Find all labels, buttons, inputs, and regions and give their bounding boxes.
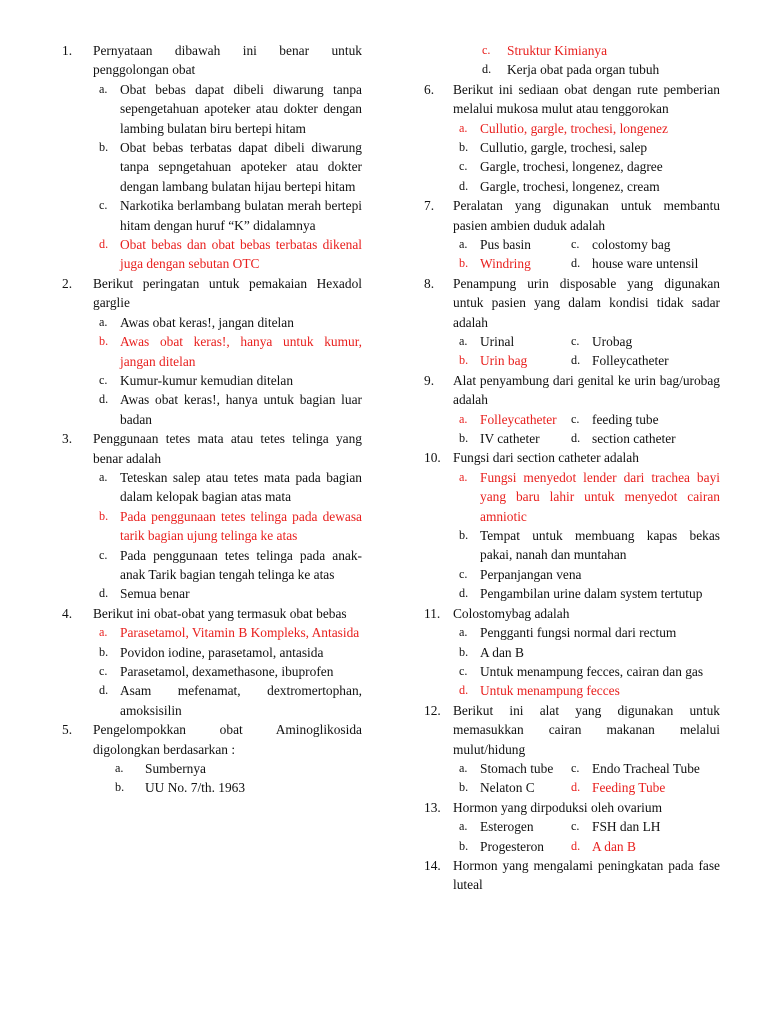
answer-option — [459, 759, 553, 778]
option-letter: d. — [99, 392, 109, 407]
option-letter: b. — [459, 644, 469, 659]
question-5-continued — [424, 41, 720, 80]
option-text: Semua benar — [120, 586, 190, 602]
answer-option — [482, 60, 720, 79]
question-item — [62, 274, 362, 429]
answer-option — [459, 351, 527, 370]
option-text: Gargle, trochesi, longenez, cream — [480, 178, 660, 194]
option-letter: b. — [459, 431, 469, 446]
answer-option — [93, 235, 362, 274]
option-list — [93, 759, 362, 798]
option-letter: b. — [99, 334, 109, 349]
option-letter: d. — [459, 178, 469, 193]
question-number: 5. — [62, 722, 73, 738]
answer-option — [571, 837, 636, 856]
option-text: Feeding Tube — [592, 780, 666, 796]
question-number: 2. — [62, 275, 73, 291]
question-item — [424, 604, 720, 701]
option-text: Obat bebas dapat dibeli diwarung tanpa sepengetahuan apoteker atau dokter dengan lambing bulatan biru bertepi hitam — [120, 81, 362, 136]
option-text: Progesteron — [480, 838, 544, 854]
option-text: Kumur-kumur kemudian ditelan — [120, 372, 294, 388]
question-text: Berikut ini sediaan obat dengan rute pemberian melalui mukosa mulut atau tenggorokan — [453, 81, 720, 117]
option-letter: b. — [115, 780, 125, 795]
question-item — [424, 701, 720, 798]
option-letter: a. — [459, 334, 468, 349]
answer-option — [571, 254, 698, 273]
answer-option — [571, 778, 665, 797]
option-text: feeding tube — [592, 411, 659, 427]
left-column — [62, 41, 362, 798]
question-number: 8. — [424, 275, 435, 291]
answer-option — [453, 623, 720, 642]
answer-option — [93, 507, 362, 546]
option-text: Untuk menampung fecces, cairan dan gas — [480, 663, 704, 679]
option-text: house ware untensil — [592, 256, 699, 272]
answer-option — [93, 390, 362, 429]
question-item — [424, 196, 720, 274]
option-text: Perpanjangan vena — [480, 566, 582, 582]
option-text: Narkotika berlambang bulatan merah bertepi hitam dengan huruf “K” didalamnya — [120, 198, 362, 233]
question-number: 7. — [424, 198, 435, 214]
option-letter: a. — [99, 314, 108, 329]
option-letter: a. — [459, 237, 468, 252]
answer-option — [459, 410, 557, 429]
answer-option — [93, 681, 362, 720]
option-row — [453, 778, 720, 797]
option-text: Urin bag — [480, 353, 528, 369]
question-item — [424, 856, 720, 895]
answer-option — [93, 662, 362, 681]
option-letter: d. — [571, 780, 581, 795]
answer-option — [93, 643, 362, 662]
question-item — [62, 720, 362, 798]
option-row — [453, 410, 720, 429]
option-letter: b. — [99, 644, 109, 659]
option-text: Pada penggunaan tetes telinga pada anak-anak Tarik bagian tengah telinga ke atas — [120, 547, 362, 582]
option-text: Folleycatheter — [592, 353, 669, 369]
question-text: Pernyataan dibawah ini benar untuk penggolongan obat — [93, 43, 362, 78]
option-text: Obat bebas dan obat bebas terbatas dikenal juga dengan sebutan OTC — [120, 237, 362, 272]
option-text: Gargle, trochesi, longenez, dagree — [480, 159, 663, 175]
question-text: Penampung urin disposable yang digunakan untuk pasien yang dalam kondisi tidak sadar adalah — [453, 275, 720, 330]
option-text: Endo Tracheal Tube — [592, 760, 700, 776]
answer-option — [453, 468, 720, 526]
answer-option — [93, 196, 362, 235]
option-text: Cullutio, gargle, trochesi, salep — [480, 140, 648, 156]
option-text: Windring — [480, 256, 531, 272]
option-text: UU No. 7/th. 1963 — [145, 780, 246, 796]
option-text: Pus basin — [480, 237, 531, 253]
question-text: Berikut peringatan untuk pemakaian Hexadol garglie — [93, 275, 362, 311]
option-letter: d. — [459, 586, 469, 601]
question-number: 1. — [62, 43, 73, 58]
answer-option — [453, 643, 720, 662]
question-text: Alat penyambung dari genital ke urin bag/urobag adalah — [453, 372, 720, 408]
answer-option — [453, 138, 720, 157]
question-item — [424, 371, 720, 449]
option-letter: a. — [459, 469, 468, 484]
question-number: 10. — [424, 450, 441, 466]
answer-option — [482, 41, 720, 60]
option-text: Stomach tube — [480, 760, 554, 776]
option-letter: b. — [459, 353, 469, 368]
option-letter: b. — [99, 140, 109, 155]
answer-option — [571, 332, 632, 351]
option-letter: a. — [459, 819, 468, 834]
question-item — [424, 448, 720, 603]
answer-option — [571, 410, 659, 429]
option-text: Awas obat keras!, hanya untuk kumur, jangan ditelan — [120, 334, 362, 369]
option-letter: c. — [99, 664, 108, 678]
answer-option — [453, 157, 720, 176]
question-number: 14. — [424, 857, 441, 873]
answer-option — [93, 371, 362, 390]
question-number: 4. — [62, 605, 73, 621]
option-text: Povidon iodine, parasetamol, antasida — [120, 644, 324, 660]
option-text: Esterogen — [480, 819, 534, 835]
question-text: Penggunaan tetes mata atau tetes telinga yang benar adalah — [93, 431, 362, 466]
option-text: Folleycatheter — [480, 411, 557, 427]
question-number: 11. — [424, 605, 441, 621]
option-letter: c. — [482, 43, 491, 57]
option-text: Pada penggunaan tetes telinga pada dewasa tarik bagian ujung telinga ke atas — [120, 508, 362, 544]
option-text: Teteskan salep atau tetes mata pada bagian dalam kelopak bagian atas mata — [120, 469, 362, 505]
option-letter: a. — [459, 120, 468, 135]
answer-option — [459, 254, 531, 273]
option-text: A dan B — [592, 838, 636, 854]
option-text: Untuk menampung fecces — [480, 683, 620, 699]
question-text: Berikut ini alat yang digunakan untuk memasukkan cairan makanan melalui mulut/hidung — [453, 702, 720, 757]
option-letter: d. — [571, 353, 581, 368]
answer-option — [571, 429, 676, 448]
question-number: 6. — [424, 81, 435, 97]
question-number: 3. — [62, 431, 73, 447]
question-text: Hormon yang dirpoduksi oleh ovarium — [453, 799, 663, 815]
option-text: colostomy bag — [592, 237, 671, 253]
answer-option — [453, 565, 720, 584]
option-text: Pengganti fungsi normal dari rectum — [480, 625, 677, 641]
option-text: Nelaton C — [480, 780, 535, 796]
option-text: Tempat untuk membuang kapas bekas pakai, nanah dan muntahan — [480, 528, 720, 563]
option-letter: d. — [99, 237, 109, 252]
option-text: Awas obat keras!, hanya untuk bagian luar badan — [120, 392, 362, 427]
answer-option — [93, 313, 362, 332]
option-letter: d. — [99, 586, 109, 601]
option-letter: c. — [99, 198, 108, 213]
answer-option — [93, 759, 362, 778]
option-text: Urinal — [480, 334, 515, 350]
option-text: Parasetamol, Vitamin B Kompleks, Antasida — [120, 625, 360, 641]
option-letter: a. — [99, 625, 108, 640]
option-letter: c. — [571, 819, 580, 834]
option-text: Urobag — [592, 334, 633, 350]
option-letter: b. — [459, 780, 469, 795]
answer-option — [571, 817, 660, 836]
answer-option — [453, 119, 720, 138]
question-item — [424, 798, 720, 856]
option-text: FSH dan LH — [592, 819, 661, 835]
question-text: Colostomybag adalah — [453, 605, 570, 621]
answer-option — [453, 177, 720, 196]
option-letter: c. — [99, 372, 108, 387]
question-text: Hormon yang mengalami peningkatan pada fase luteal — [453, 857, 720, 893]
option-letter: b. — [459, 838, 469, 853]
answer-option — [453, 662, 720, 681]
answer-option — [571, 235, 670, 254]
option-row — [453, 235, 720, 254]
right-column — [424, 41, 720, 895]
question-text: Fungsi dari section catheter adalah — [453, 450, 639, 466]
question-text: Peralatan yang digunakan untuk membantu pasien ambien duduk adalah — [453, 198, 720, 233]
answer-option — [93, 546, 362, 585]
option-letter: b. — [99, 508, 109, 523]
option-letter: c. — [99, 547, 108, 562]
option-letter: d. — [482, 62, 492, 77]
question-number: 9. — [424, 372, 435, 388]
option-letter: d. — [459, 683, 469, 698]
option-letter: a. — [99, 81, 108, 96]
option-letter: c. — [459, 159, 468, 174]
option-row — [453, 837, 720, 856]
option-text: Parasetamol, dexamethasone, ibuprofen — [120, 664, 334, 679]
answer-option — [459, 235, 531, 254]
option-letter: b. — [459, 256, 469, 271]
question-item — [424, 80, 720, 196]
option-letter: a. — [459, 760, 468, 775]
option-row — [453, 429, 720, 448]
option-text: Cullutio, gargle, trochesi, longenez — [480, 120, 668, 136]
option-letter: d. — [571, 431, 581, 446]
answer-option — [453, 681, 720, 700]
answer-option — [93, 623, 362, 642]
option-text: section catheter — [592, 431, 676, 447]
answer-option — [453, 526, 720, 565]
option-text: Kerja obat pada organ tubuh — [507, 62, 660, 78]
answer-option — [459, 778, 535, 797]
question-item — [62, 604, 362, 720]
question-item — [424, 274, 720, 371]
answer-option — [93, 80, 362, 138]
option-letter: a. — [99, 469, 108, 484]
option-row — [453, 759, 720, 778]
option-row — [453, 254, 720, 273]
answer-option — [93, 778, 362, 797]
answer-option — [459, 332, 514, 351]
answer-option — [93, 584, 362, 603]
option-text: Struktur Kimianya — [507, 43, 608, 58]
option-text: Fungsi menyedot lender dari trachea bayi yang baru lahir untuk menyedot cairan amniotic — [480, 469, 720, 524]
option-text: Awas obat keras!, jangan ditelan — [120, 314, 294, 330]
answer-option — [93, 468, 362, 507]
option-letter: c. — [571, 411, 580, 426]
option-row — [453, 817, 720, 836]
option-row — [453, 332, 720, 351]
answer-option — [93, 138, 362, 196]
option-text: A dan B — [480, 644, 524, 660]
answer-option — [459, 817, 534, 836]
option-text: Obat bebas terbatas dapat dibeli diwarung tanpa sepngetahuan apoteker atau dokter dengan lambang bulatan hijau bertepi hitam — [120, 140, 362, 194]
option-letter: d. — [571, 838, 581, 853]
answer-option — [459, 429, 540, 448]
question-item — [62, 429, 362, 604]
option-letter: c. — [459, 663, 468, 678]
option-text: Pengambilan urine dalam system tertutup — [480, 586, 703, 602]
option-row — [453, 351, 720, 370]
option-letter: c. — [571, 334, 580, 349]
option-letter: b. — [459, 528, 469, 543]
answer-option — [453, 584, 720, 603]
answer-option — [571, 759, 700, 778]
question-number: 12. — [424, 702, 441, 718]
answer-option — [459, 837, 544, 856]
option-letter: a. — [115, 761, 124, 776]
option-letter: b. — [459, 140, 469, 155]
option-letter: a. — [459, 625, 468, 640]
option-text: Asam mefenamat, dextromertophan, amoksisilin — [120, 683, 362, 718]
option-letter: c. — [459, 566, 468, 581]
option-letter: c. — [571, 237, 580, 252]
answer-option — [571, 351, 669, 370]
option-text: IV catheter — [480, 431, 540, 447]
question-text: Berikut ini obat-obat yang termasuk obat bebas — [93, 605, 347, 621]
option-letter: a. — [459, 411, 468, 426]
option-letter: d. — [99, 683, 109, 698]
question-number: 13. — [424, 799, 441, 815]
option-letter: d. — [571, 256, 581, 271]
option-letter: c. — [571, 760, 580, 775]
option-text: Sumbernya — [145, 761, 206, 777]
answer-option — [93, 332, 362, 371]
question-text: Pengelompokkan obat Aminoglikosida digolongkan berdasarkan : — [93, 722, 362, 757]
question-item — [62, 41, 362, 274]
